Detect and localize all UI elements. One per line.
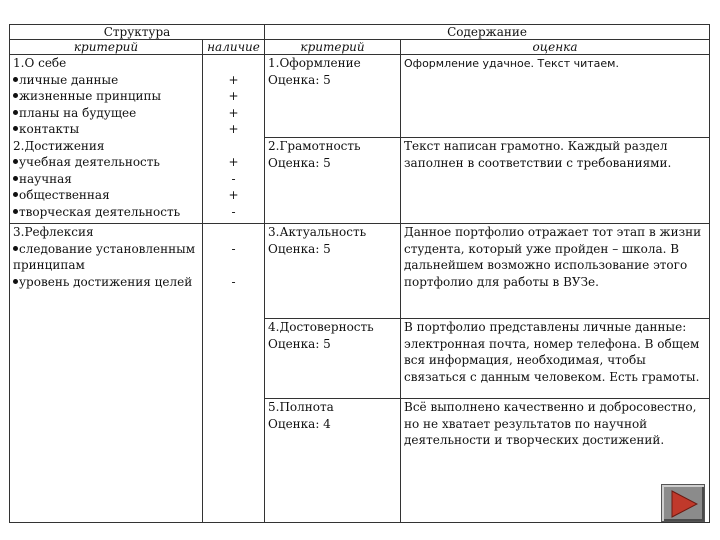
presence-mark: -: [231, 171, 236, 186]
next-slide-button[interactable]: [661, 484, 705, 522]
header-criterion-left: критерий: [10, 40, 203, 55]
presence-mark: +: [228, 72, 239, 87]
criterion-score: Оценка: 5: [268, 336, 331, 351]
presence-mark: +: [228, 105, 239, 120]
group-title: 2.Достижения: [13, 138, 105, 153]
list-item: планы на будущее: [13, 105, 199, 122]
presence-mark: +: [228, 188, 239, 202]
criterion-cell: [265, 319, 401, 399]
evaluation-text: Оформление удачное. Текст читаем.: [404, 57, 619, 70]
criterion-cell: [265, 399, 401, 523]
list-item: контакты: [13, 121, 199, 138]
criterion-score: Оценка: 5: [268, 72, 331, 87]
evaluation-cell: Текст написан грамотно. Каждый раздел заполнен в соответствии с требованиями.: [401, 138, 710, 224]
group-title: 3.Рефлексия: [13, 225, 94, 239]
criterion-score: Оценка: 5: [268, 155, 331, 170]
list-item: научная: [13, 171, 199, 188]
criterion-cell: [265, 224, 401, 319]
evaluation-cell: Всё выполнено качественно и добросовестно, но не хватает результатов по научной деятельности и творческих достижений.: [401, 399, 710, 523]
criterion-title: 4.Достоверность: [268, 320, 374, 334]
criterion-title: 2.Грамотность: [268, 139, 361, 153]
list-item: общественная: [13, 187, 199, 204]
header-presence: наличие: [203, 40, 265, 55]
criterion-title: 1.Оформление: [268, 56, 361, 70]
portfolio-evaluation-table: [9, 24, 710, 523]
evaluation-cell: В портфолио представлены личные данные: электронная почта, номер телефона. В общем вся информация, необходимая, чтобы связаться с данным человеком. Есть грамоты.: [401, 319, 710, 399]
list-item: жизненные принципы: [13, 88, 199, 105]
left-group-self: [10, 55, 203, 224]
header-evaluation: оценка: [401, 40, 710, 55]
left-group-reflection: [10, 224, 203, 523]
presence-mark: -: [231, 204, 236, 219]
criterion-score: Оценка: 5: [268, 241, 331, 256]
list-item: следование установленным принципам: [13, 241, 199, 274]
criterion-cell: [265, 55, 401, 138]
list-item: творческая деятельность: [13, 204, 199, 221]
criterion-cell: [265, 138, 401, 224]
list-item: учебная деятельность: [13, 154, 199, 171]
presence-mark: -: [231, 274, 236, 289]
group-title: 1.О себе: [13, 56, 67, 70]
presence-marks-group-1-2: [203, 55, 265, 224]
criterion-title: 3.Актуальность: [268, 225, 367, 239]
play-icon: [670, 490, 698, 518]
criterion-title: 5.Полнота: [268, 400, 334, 414]
presence-mark: -: [231, 241, 236, 256]
presence-mark: +: [228, 155, 239, 169]
presence-marks-group-3: [203, 224, 265, 523]
header-structure: Структура: [10, 25, 265, 40]
list-item: личные данные: [13, 72, 199, 89]
presence-mark: +: [228, 89, 239, 103]
criterion-score: Оценка: 4: [268, 416, 331, 431]
list-item: уровень достижения целей: [13, 274, 199, 291]
evaluation-cell: Данное портфолио отражает тот этап в жизни студента, который уже пройден – школа. В дальнейшем возможно использование этого портфолио для работы в ВУЗе.: [401, 224, 710, 319]
header-criterion-right: критерий: [265, 40, 401, 55]
header-content: Содержание: [265, 25, 710, 40]
presence-mark: +: [228, 122, 239, 136]
evaluation-cell: [401, 55, 710, 138]
